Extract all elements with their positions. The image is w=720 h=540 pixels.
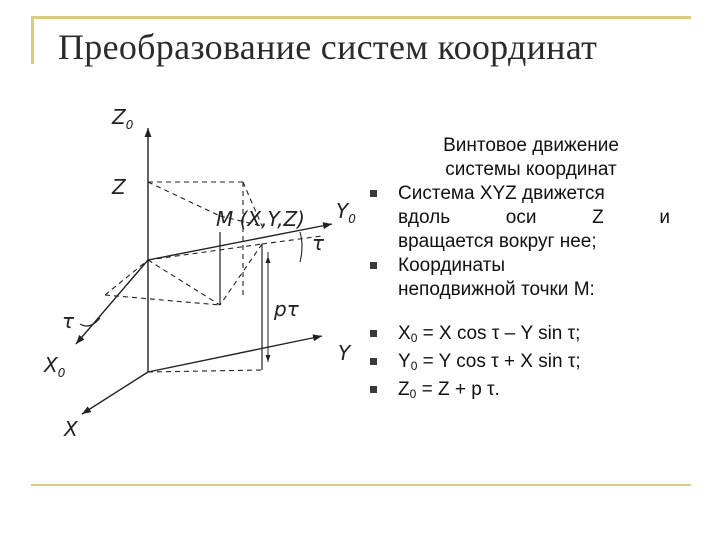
body-text — [368, 134, 670, 406]
bullet-line: Координаты — [398, 255, 506, 276]
formula-y0: $Y_0 = Y$ cos τ + X sin τ; — [398, 351, 581, 373]
x-axis — [82, 372, 148, 414]
heading-line: системы координат — [445, 159, 617, 180]
word: вдоль — [398, 207, 451, 228]
bullet-square-icon — [370, 190, 377, 197]
formula-x0: $X_0 = X$ cos τ – Y sin τ; — [398, 323, 581, 345]
x-label: X — [64, 417, 78, 441]
y-label: Y — [338, 341, 351, 365]
x0-axis — [76, 260, 148, 344]
word: оси — [505, 207, 537, 228]
tau-label-left: τ — [62, 309, 75, 333]
word: Z — [592, 207, 604, 228]
bottom-rule — [31, 484, 691, 486]
y-axis — [148, 336, 322, 372]
z0-label: $Z_0$ — [112, 105, 134, 132]
bullet-item — [368, 182, 670, 254]
z-label: Z — [112, 175, 126, 199]
bullet-square-icon — [370, 386, 377, 393]
bullet-square-icon — [370, 358, 377, 365]
tau-arc-right — [300, 232, 302, 262]
coordinate-diagram — [0, 0, 380, 480]
bullet-square-icon — [370, 330, 377, 337]
heading-block — [368, 134, 670, 182]
bullet-line: вращается вокруг нее; — [398, 231, 597, 252]
bullet-square-icon — [370, 262, 377, 269]
bullet-line: неподвижной точки M: — [398, 279, 595, 300]
x0-label: $X_0$ — [44, 353, 66, 380]
heading-line: Винтовое движение — [443, 135, 619, 156]
p-tau-label: pτ — [274, 297, 299, 321]
tau-label-right: τ — [312, 231, 325, 255]
slide-title: Преобразование систем координат — [58, 27, 598, 67]
bullet-item — [368, 254, 670, 302]
formula-item — [368, 350, 670, 378]
m-point-label: M (X,Y,Z) — [216, 207, 305, 231]
formula-item — [368, 322, 670, 350]
formula-item — [368, 378, 670, 406]
y0-label: $Y_0$ — [336, 199, 356, 226]
bullet-line: Система XYZ движется — [398, 183, 605, 204]
formula-z0: $Z_0 = Z + p$ τ. — [398, 379, 500, 401]
word: и — [659, 207, 670, 228]
bullet-line-justified — [398, 206, 670, 230]
